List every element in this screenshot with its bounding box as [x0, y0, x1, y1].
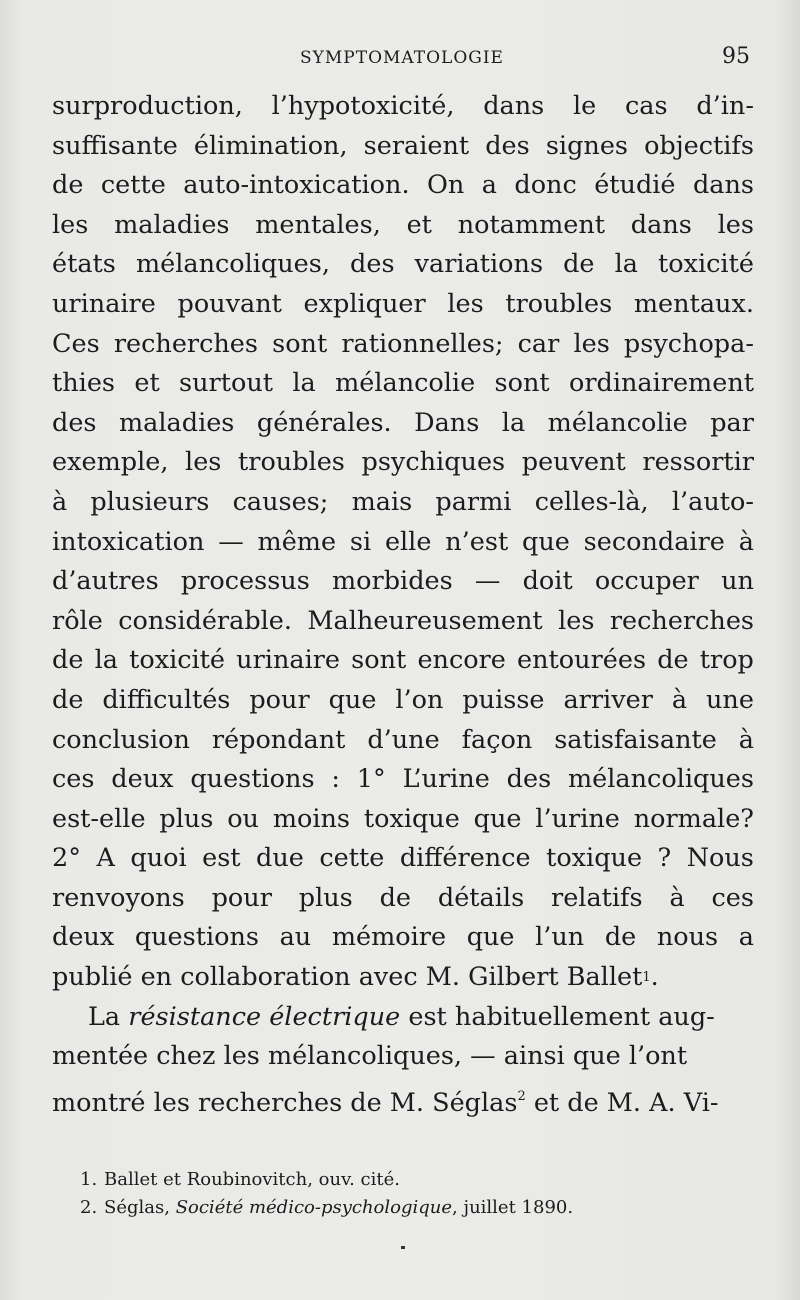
text-line	[52, 245, 754, 285]
text-line	[52, 87, 754, 127]
word: à	[671, 684, 688, 715]
word: mélancolie	[335, 368, 476, 399]
word: moins	[272, 803, 351, 834]
word: toxicité	[129, 645, 226, 676]
word: signes	[545, 130, 628, 161]
word: pouvant	[177, 288, 282, 319]
word: la	[94, 645, 118, 676]
word: dans	[692, 170, 754, 201]
word: notamment	[457, 209, 606, 240]
word: que	[466, 922, 515, 953]
word: deux	[111, 764, 174, 795]
footnote-suffix: , juillet 1890.	[452, 1197, 574, 1218]
text-line-end: .	[650, 962, 659, 993]
text-line	[52, 1037, 754, 1077]
text-line	[52, 285, 754, 325]
word: maladies	[114, 209, 230, 240]
footnote-emphasis: Société médico-psychologique	[175, 1197, 453, 1218]
word: seraient	[363, 130, 470, 161]
text-line	[52, 364, 754, 404]
footnote-text: Ballet et Roubinovitch, ouv. cité.	[104, 1169, 401, 1190]
word: Nous	[686, 843, 754, 874]
word: n’est	[445, 526, 509, 557]
word: renvoyons	[52, 882, 185, 913]
word: encore	[417, 645, 506, 676]
text-line	[52, 641, 754, 681]
footnote-number: 2.	[80, 1197, 98, 1218]
word: questions	[134, 922, 260, 953]
footnote-prefix: Séglas,	[104, 1197, 176, 1218]
text-line-content: mentée chez les mélancoliques, — ainsi que l’ont	[52, 1041, 688, 1072]
word: relatifs	[551, 882, 643, 913]
word: occuper	[594, 566, 699, 597]
word: à	[738, 724, 754, 755]
text-line	[52, 1077, 754, 1117]
text-line-content: publié en collaboration avec M. Gilbert Ballet	[52, 962, 643, 993]
footnote-ref: 1	[642, 970, 651, 986]
text-line	[52, 206, 754, 246]
body-text	[52, 87, 754, 1116]
word: donc	[514, 170, 577, 201]
word: répondant	[211, 724, 346, 755]
footnote-number: 1.	[80, 1169, 98, 1190]
word: cas	[624, 91, 668, 121]
word: psychiques	[361, 447, 506, 478]
word: une	[705, 684, 754, 715]
word: si	[349, 526, 372, 557]
word: L’urine	[402, 764, 490, 795]
word: à	[52, 486, 68, 517]
word: conclusion	[52, 724, 190, 755]
paragraph-2-first-line	[52, 998, 754, 1038]
word: Dans	[414, 407, 480, 438]
word: ressortir	[642, 447, 754, 478]
word: des	[506, 764, 552, 795]
word: les	[558, 605, 595, 636]
word: cette	[100, 170, 166, 201]
word: mémoire	[331, 922, 447, 953]
word: de	[563, 249, 595, 280]
word: et	[406, 209, 432, 240]
text-run: et de M. A. Vi-	[525, 1087, 719, 1118]
word: rationnelles;	[341, 328, 504, 359]
word: questions	[190, 764, 315, 795]
word: sont	[272, 328, 328, 359]
word: objectifs	[644, 130, 754, 161]
footnote-ref: 2	[517, 1088, 526, 1104]
word: a	[481, 170, 497, 201]
word: urinaire	[52, 288, 156, 319]
text-line	[52, 958, 754, 998]
word: des	[485, 130, 530, 161]
word: nous	[656, 922, 719, 953]
word: arriver	[563, 684, 653, 715]
word: de	[657, 645, 689, 676]
text-line	[52, 800, 754, 840]
word: l’hypotoxicité,	[271, 91, 455, 121]
word: plusieurs	[90, 486, 210, 517]
word: d’autres	[52, 566, 159, 597]
word: rôle	[52, 605, 103, 636]
word: processus	[180, 566, 310, 597]
word: morbides	[332, 566, 453, 597]
word: de	[604, 922, 637, 953]
word: —	[218, 526, 244, 557]
word: secondaire	[583, 526, 725, 557]
word: façon	[461, 724, 533, 755]
text-line	[52, 760, 754, 800]
word: deux	[52, 922, 115, 953]
word: puisse	[462, 684, 545, 715]
word: toxique	[363, 803, 460, 834]
page-number: 95	[722, 44, 750, 69]
word: auto-intoxication.	[183, 170, 410, 201]
word: générales.	[256, 407, 392, 438]
word: de	[52, 684, 84, 715]
text-line	[52, 681, 754, 721]
word: les	[717, 209, 754, 240]
text-line	[52, 602, 754, 642]
emphasis: résistance électrique	[128, 1001, 401, 1032]
word: d’in-	[696, 91, 754, 121]
word: états	[52, 249, 116, 280]
word: les	[185, 447, 222, 478]
word: 2°	[52, 843, 81, 874]
text-run: La	[88, 1001, 129, 1032]
word: pour	[211, 882, 272, 913]
word: satisfaisante	[554, 724, 717, 755]
word: car	[517, 328, 560, 359]
word: psychopa-	[623, 328, 754, 359]
word: intoxication	[52, 526, 205, 557]
word: mentales,	[255, 209, 381, 240]
word: la	[292, 368, 316, 399]
word: d’une	[367, 724, 440, 755]
word: dans	[483, 91, 545, 121]
word: urinaire	[236, 645, 341, 676]
word: ordinairement	[568, 368, 754, 399]
word: l’on	[395, 684, 444, 715]
word: sont	[494, 368, 550, 399]
word: exemple,	[52, 447, 169, 478]
word: normale?	[633, 803, 754, 834]
footnote-1	[80, 1166, 760, 1194]
word: les	[573, 328, 610, 359]
word: un	[721, 566, 754, 597]
word: a	[738, 922, 754, 953]
word: maladies	[119, 407, 235, 438]
word: mélancolie	[547, 407, 688, 438]
text-line	[52, 127, 754, 167]
word: elle	[384, 526, 432, 557]
word: recherches	[609, 605, 754, 636]
word: variations	[414, 249, 544, 280]
text-line	[52, 404, 754, 444]
word: est-elle	[52, 803, 146, 834]
word: des	[52, 407, 97, 438]
word: même	[257, 526, 337, 557]
word: plus	[159, 803, 214, 834]
word: le	[572, 91, 597, 121]
word: surtout	[179, 368, 274, 399]
word: de	[379, 882, 412, 913]
word: causes;	[232, 486, 329, 517]
word: des	[350, 249, 395, 280]
word: cette	[319, 843, 385, 874]
word: la	[501, 407, 526, 438]
word: expliquer	[303, 288, 426, 319]
word: ces	[711, 882, 754, 913]
text-line	[52, 918, 754, 958]
word: par	[710, 407, 754, 438]
word: à	[738, 526, 754, 557]
word: à	[669, 882, 685, 913]
word: :	[331, 764, 340, 795]
footnotes	[80, 1166, 760, 1222]
word: mélancoliques	[568, 764, 754, 795]
word: différence	[399, 843, 531, 874]
word: trop	[699, 645, 754, 676]
word: élimination,	[193, 130, 348, 161]
word: surproduction,	[52, 91, 243, 121]
page-header	[52, 44, 752, 74]
word: ?	[657, 843, 672, 874]
text-line	[52, 562, 754, 602]
word: au	[279, 922, 312, 953]
word: Ces	[52, 328, 100, 359]
text-line	[52, 483, 754, 523]
word: ou	[227, 803, 259, 834]
word: les	[52, 209, 89, 240]
text-run: est habituellement aug-	[400, 1001, 715, 1032]
printer-mark	[401, 1246, 405, 1249]
word: et	[134, 368, 160, 399]
text-line	[52, 879, 754, 919]
word: recherches	[113, 328, 258, 359]
word: de	[52, 645, 84, 676]
word: peuvent	[521, 447, 626, 478]
word: plus	[298, 882, 353, 913]
text-line	[52, 839, 754, 879]
word: troubles	[505, 288, 613, 319]
word: que	[473, 803, 522, 834]
word: considérable.	[118, 605, 292, 636]
running-title: SYMPTOMATOLOGIE	[300, 48, 504, 68]
word: troubles	[238, 447, 345, 478]
word: doit	[522, 566, 573, 597]
text-line	[52, 523, 754, 563]
text-line-content	[88, 998, 715, 1038]
word: la	[614, 249, 638, 280]
word: les	[447, 288, 484, 319]
word: de	[52, 170, 84, 201]
text-line	[52, 166, 754, 206]
word: étudié	[594, 170, 676, 201]
word: l’auto-	[671, 486, 754, 517]
word: l’urine	[535, 803, 620, 834]
word: ces	[52, 764, 95, 795]
text-line	[52, 721, 754, 761]
word: toxicité	[658, 249, 754, 280]
word: quoi	[130, 843, 187, 874]
word: est	[202, 843, 241, 874]
text-run: montré les recherches de M. Séglas	[52, 1087, 518, 1118]
paragraph-1	[52, 87, 754, 958]
word: que	[522, 526, 570, 557]
word: parmi	[435, 486, 512, 517]
footnote-2	[80, 1194, 760, 1222]
word: sont	[351, 645, 407, 676]
word: 1°	[356, 764, 386, 795]
word: thies	[52, 368, 116, 399]
word: mais	[351, 486, 413, 517]
word: due	[256, 843, 304, 874]
word: celles-là,	[534, 486, 649, 517]
word: On	[426, 170, 465, 201]
word: dans	[630, 209, 692, 240]
word: détails	[437, 882, 525, 913]
text-line	[52, 443, 754, 483]
word: suffisante	[52, 130, 178, 161]
word: toxique	[546, 843, 643, 874]
word: que	[328, 684, 377, 715]
word: mentaux.	[633, 288, 754, 319]
text-line-content	[52, 1077, 719, 1117]
word: Malheureusement	[307, 605, 543, 636]
word: A	[96, 843, 115, 874]
word: l’un	[535, 922, 585, 953]
text-line	[52, 325, 754, 365]
word: —	[474, 566, 501, 597]
word: entourées	[517, 645, 647, 676]
word: difficultés	[102, 684, 231, 715]
word: pour	[249, 684, 310, 715]
word: mélancoliques,	[135, 249, 330, 280]
